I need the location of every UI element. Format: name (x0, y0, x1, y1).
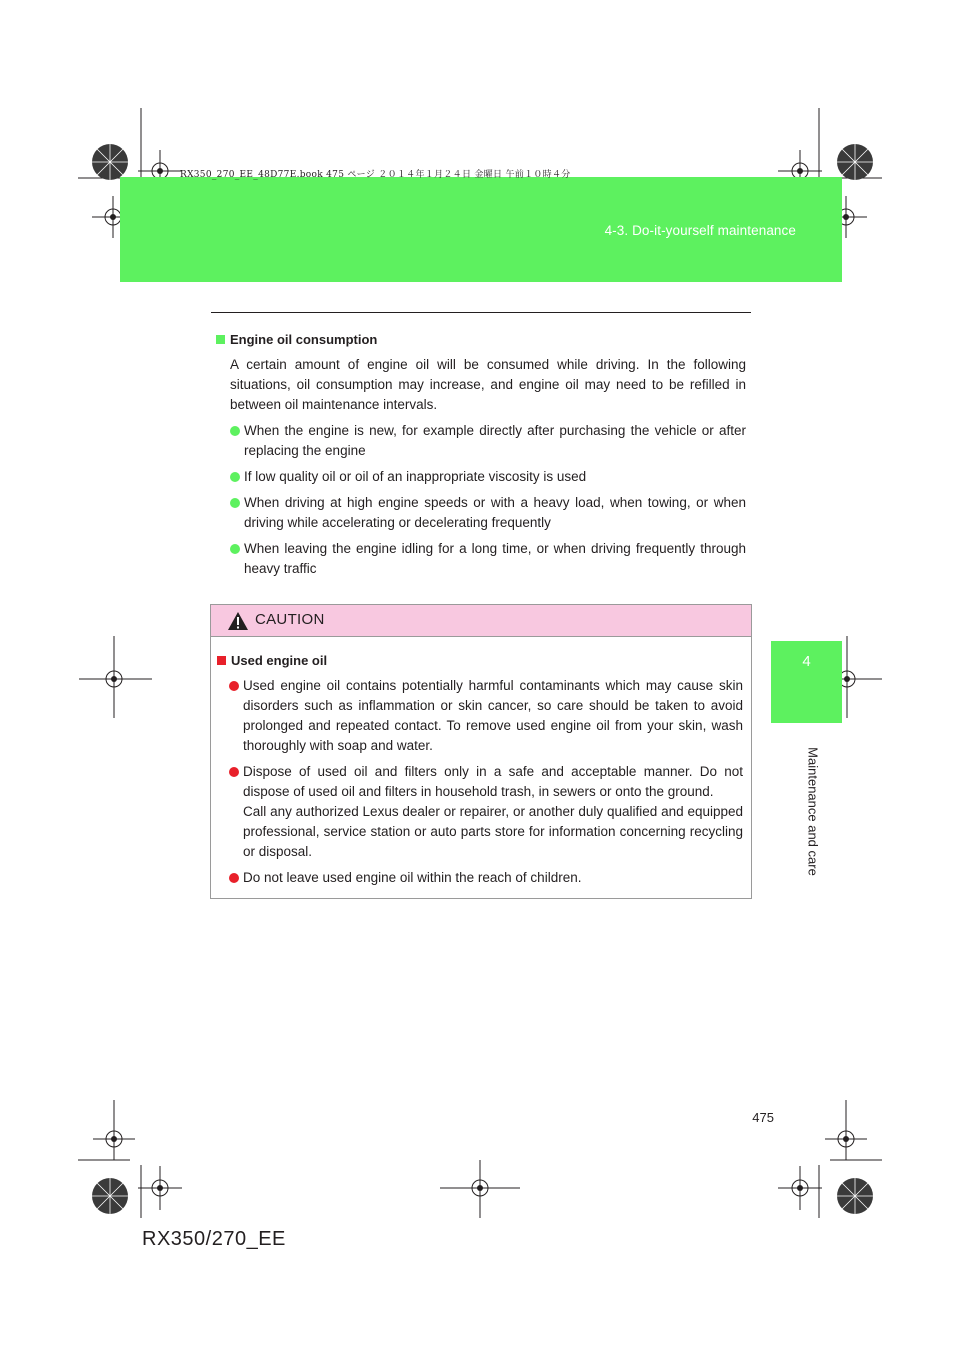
section-heading (216, 330, 746, 350)
bullet-dot-icon (229, 767, 239, 777)
list-item: When the engine is new, for example directly after purchasing the vehicle or after replacing the engine (230, 421, 746, 461)
list-item: Dispose of used oil and filters only in a safe and acceptable manner. Do not dispose of used oil and filters in household trash, in sewers or onto the ground. Call any authorized Lexus dealer or repairer, or another duly qualified and equipped professional, service station or auto parts store for information concerning recycling or disposal. (229, 762, 743, 862)
section-intro: A certain amount of engine oil will be consumed while driving. In the following situations, oil consumption may increase, and engine oil may need to be refilled in between oil maintenance intervals. (230, 357, 746, 412)
book-info-line: RX350_270_EE_48D77E.book 475 ページ ２０１４年１月２４日 金曜日 午前１０時４分 (180, 170, 571, 180)
engine-oil-section (216, 330, 746, 585)
list-item: Do not leave used engine oil within the reach of children. (229, 868, 743, 888)
caution-body (211, 637, 751, 888)
model-code: RX350/270_EE (142, 1228, 286, 1250)
caution-title: Used engine oil (231, 653, 328, 668)
chapter-label: Maintenance and care (805, 747, 821, 876)
section-divider (211, 312, 751, 313)
caution-label: CAUTION (255, 611, 325, 628)
square-bullet-icon (216, 335, 225, 344)
bullet-dot-icon (230, 544, 240, 554)
list-item: Used engine oil contains potentially harmful contaminants which may cause skin disorders such as inflammation or skin cancer, so care should be taken to avoid prolonged and repeated contact. To remove used engine oil from your skin, wash thoroughly with soap and water. (229, 676, 743, 756)
bullet-dot-icon (229, 873, 239, 883)
list-item: When driving at high engine speeds or with a heavy load, when towing, or when driving while accelerating or decelerating frequently (230, 493, 746, 533)
bullet-dot-icon (230, 472, 240, 482)
caution-heading (217, 651, 743, 671)
chapter-tab (771, 641, 842, 723)
section-header-title: 4-3. Do-it-yourself maintenance (604, 223, 796, 238)
bullet-dot-icon (229, 681, 239, 691)
caution-header (211, 605, 751, 637)
list-item: When leaving the engine idling for a long time, or when driving frequently through heavy traffic (230, 539, 746, 579)
square-bullet-icon (217, 656, 226, 665)
caution-box (210, 604, 752, 899)
bullet-dot-icon (230, 498, 240, 508)
section-bullet-list (230, 421, 746, 579)
bullet-dot-icon (230, 426, 240, 436)
page-number: 475 (752, 1110, 774, 1125)
caution-bullet-list (229, 676, 743, 888)
section-title: Engine oil consumption (230, 332, 378, 347)
chapter-number: 4 (802, 653, 811, 670)
list-item: If low quality oil or oil of an inappropriate viscosity is used (230, 467, 746, 487)
caution-continuation: Call any authorized Lexus dealer or repairer, or another duly qualified and equipped professional, service station or auto parts store for information concerning recycling or disposal. (243, 804, 743, 859)
warning-triangle-icon (227, 611, 249, 631)
